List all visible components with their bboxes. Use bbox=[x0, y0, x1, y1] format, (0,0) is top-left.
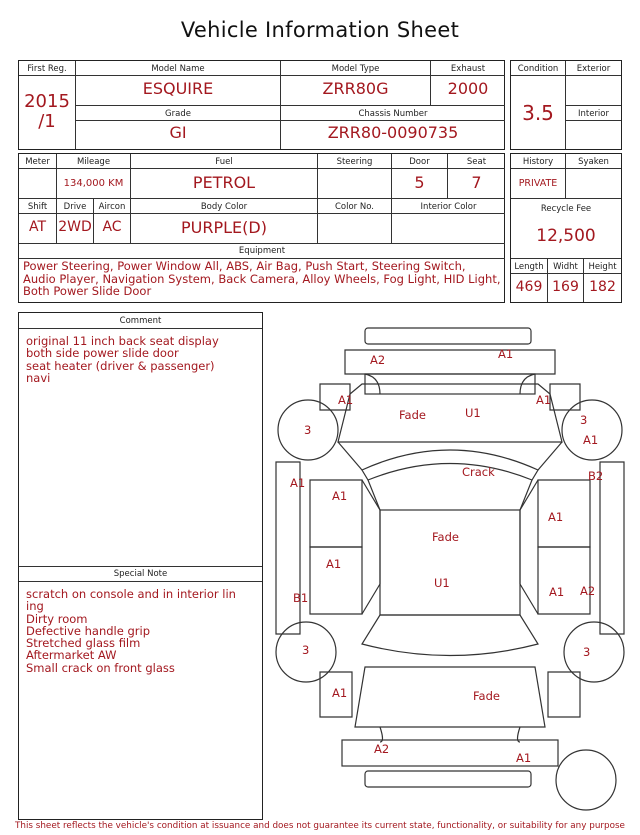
width-cell bbox=[548, 259, 584, 302]
comment-line: original 11 inch back seat display bbox=[26, 334, 219, 348]
damage-mark: A2 bbox=[580, 584, 596, 598]
recycle-label: Recycle Fee bbox=[540, 204, 592, 214]
syaken-cell bbox=[566, 154, 621, 199]
model-type-value: ZRR80G bbox=[322, 79, 389, 98]
door-value: 5 bbox=[414, 173, 425, 192]
damage-mark: Fade bbox=[432, 530, 459, 544]
drive-label: Drive bbox=[63, 202, 87, 212]
damage-marks-layer bbox=[270, 322, 630, 822]
aircon-label: Aircon bbox=[98, 202, 126, 212]
damage-mark: U1 bbox=[465, 406, 481, 420]
damage-mark: 3 bbox=[580, 413, 588, 427]
shift-cell bbox=[19, 199, 57, 244]
comment-label: Comment bbox=[119, 316, 162, 326]
condition-label: Condition bbox=[517, 64, 559, 74]
fuel-value: PETROL bbox=[192, 173, 256, 192]
damage-mark: A2 bbox=[374, 742, 390, 756]
damage-mark: U1 bbox=[434, 576, 450, 590]
syaken-label: Syaken bbox=[578, 157, 609, 167]
height-cell bbox=[584, 259, 621, 302]
damage-mark: 3 bbox=[304, 423, 312, 437]
length-value: 469 bbox=[515, 279, 543, 295]
damage-mark: A1 bbox=[332, 489, 348, 503]
exhaust-cell bbox=[431, 61, 505, 106]
width-label: Widht bbox=[553, 262, 578, 272]
special-note-label: Special Note bbox=[113, 569, 168, 579]
condition-cell bbox=[511, 61, 566, 149]
grade-value: GI bbox=[169, 123, 187, 142]
vehicle-damage-diagram bbox=[270, 322, 630, 822]
height-value: 182 bbox=[589, 279, 616, 295]
condition-block bbox=[510, 60, 622, 150]
first-reg-cell bbox=[19, 61, 76, 149]
drive-cell bbox=[57, 199, 94, 244]
equipment-cell bbox=[19, 244, 505, 302]
comment-list bbox=[26, 335, 256, 384]
damage-mark: A1 bbox=[536, 393, 552, 407]
damage-mark: A1 bbox=[548, 510, 564, 524]
seat-value: 7 bbox=[471, 173, 482, 192]
damage-mark: A1 bbox=[332, 686, 348, 700]
first-reg-label: First Reg. bbox=[27, 64, 67, 74]
sheet-title: Vehicle Information Sheet bbox=[180, 18, 460, 42]
comment-line: seat heater (driver & passenger) bbox=[26, 358, 215, 373]
steering-label: Steering bbox=[336, 157, 373, 167]
equipment-list: Power Steering, Power Window All, ABS, Air Bag, Push Start, Steering Switch, Audio Player, Navigation System, Back Camera, Alloy Wheels, Fog Light, HID Light, Both Power Slide Door bbox=[23, 259, 501, 298]
special-note-line: Dirty room bbox=[26, 611, 88, 626]
aircon-cell bbox=[94, 199, 131, 244]
model-name-label: Model Name bbox=[151, 64, 205, 74]
model-type-label: Model Type bbox=[331, 64, 380, 74]
body-color-label: Body Color bbox=[200, 202, 248, 212]
model-type-cell bbox=[281, 61, 431, 106]
meter-label: Meter bbox=[25, 157, 50, 167]
length-label: Length bbox=[514, 262, 544, 272]
damage-mark: 3 bbox=[302, 643, 310, 657]
damage-mark: B1 bbox=[293, 591, 309, 605]
damage-mark: A1 bbox=[583, 433, 599, 447]
grade-cell bbox=[76, 106, 281, 149]
special-note-line: Aftermarket AW bbox=[26, 648, 117, 663]
special-note-line: scratch on console and in interior lin bbox=[26, 587, 236, 601]
seat-label: Seat bbox=[466, 157, 487, 167]
fuel-label: Fuel bbox=[215, 157, 233, 167]
damage-mark: Fade bbox=[473, 689, 500, 703]
length-cell bbox=[511, 259, 548, 302]
meter-cell bbox=[19, 154, 57, 199]
body-color-value: PURPLE(D) bbox=[181, 218, 267, 237]
color-no-label: Color No. bbox=[334, 202, 374, 212]
model-name-cell bbox=[76, 61, 281, 106]
door-cell bbox=[392, 154, 448, 199]
exterior-cell bbox=[566, 61, 621, 106]
damage-mark: A2 bbox=[370, 353, 386, 367]
interior-cell bbox=[566, 106, 621, 149]
history-block bbox=[510, 153, 622, 303]
drive-value: 2WD bbox=[58, 219, 92, 235]
grade-label: Grade bbox=[165, 109, 191, 119]
steering-cell bbox=[318, 154, 392, 199]
interior-color-cell bbox=[392, 199, 505, 244]
special-note-line: Small crack on front glass bbox=[26, 660, 175, 675]
vehicle-main-info bbox=[18, 60, 505, 150]
mileage-cell bbox=[57, 154, 131, 199]
vehicle-spec-info bbox=[18, 153, 505, 303]
history-value: PRIVATE bbox=[518, 178, 558, 189]
recycle-cell bbox=[511, 199, 621, 259]
damage-mark: 3 bbox=[583, 645, 591, 659]
first-reg-year: 2015 bbox=[24, 91, 70, 112]
special-note-line: Defective handle grip bbox=[26, 623, 150, 638]
fuel-cell bbox=[131, 154, 318, 199]
interior-label: Interior bbox=[577, 109, 609, 119]
comment-line: navi bbox=[26, 370, 51, 385]
body-color-cell bbox=[131, 199, 318, 244]
mileage-value: 134,000 KM bbox=[63, 178, 124, 189]
damage-mark: A1 bbox=[338, 393, 354, 407]
damage-mark: A1 bbox=[516, 751, 532, 765]
shift-value: AT bbox=[28, 219, 47, 235]
interior-color-label: Interior Color bbox=[420, 202, 477, 212]
first-reg-month: /1 bbox=[38, 111, 56, 132]
damage-mark: Crack bbox=[462, 465, 495, 479]
mileage-label: Mileage bbox=[76, 157, 111, 167]
history-cell bbox=[511, 154, 566, 199]
recycle-value: 12,500 bbox=[536, 226, 596, 246]
equipment-label: Equipment bbox=[238, 246, 286, 256]
condition-score: 3.5 bbox=[522, 101, 554, 125]
aircon-value: AC bbox=[102, 219, 122, 235]
damage-mark: Fade bbox=[399, 408, 426, 422]
special-note-list bbox=[26, 588, 256, 674]
exterior-label: Exterior bbox=[576, 64, 611, 74]
chassis-cell bbox=[281, 106, 505, 149]
notes-panel bbox=[18, 312, 263, 820]
damage-mark: A1 bbox=[498, 347, 514, 361]
special-note-line: ing bbox=[26, 599, 44, 614]
history-label: History bbox=[522, 157, 554, 167]
exhaust-value: 2000 bbox=[447, 79, 489, 98]
seat-cell bbox=[448, 154, 505, 199]
damage-mark: B2 bbox=[588, 469, 604, 483]
damage-mark: A1 bbox=[326, 557, 342, 571]
damage-mark: A1 bbox=[549, 585, 565, 599]
door-label: Door bbox=[409, 157, 430, 167]
chassis-label: Chassis Number bbox=[358, 109, 428, 119]
disclaimer-footer: This sheet reflects the vehicle's condition at issuance and does not guarantee its current state, functionality, or suitability for any purpose bbox=[15, 821, 625, 831]
shift-label: Shift bbox=[27, 202, 48, 212]
model-name-value: ESQUIRE bbox=[142, 79, 214, 98]
exhaust-label: Exhaust bbox=[450, 64, 486, 74]
comment-line: both side power slide door bbox=[26, 346, 179, 361]
width-value: 169 bbox=[552, 279, 579, 295]
height-label: Height bbox=[588, 262, 617, 272]
special-note-line: Stretched glass film bbox=[26, 636, 141, 651]
damage-mark: A1 bbox=[290, 476, 306, 490]
color-no-cell bbox=[318, 199, 392, 244]
chassis-value: ZRR80-0090735 bbox=[327, 123, 459, 142]
